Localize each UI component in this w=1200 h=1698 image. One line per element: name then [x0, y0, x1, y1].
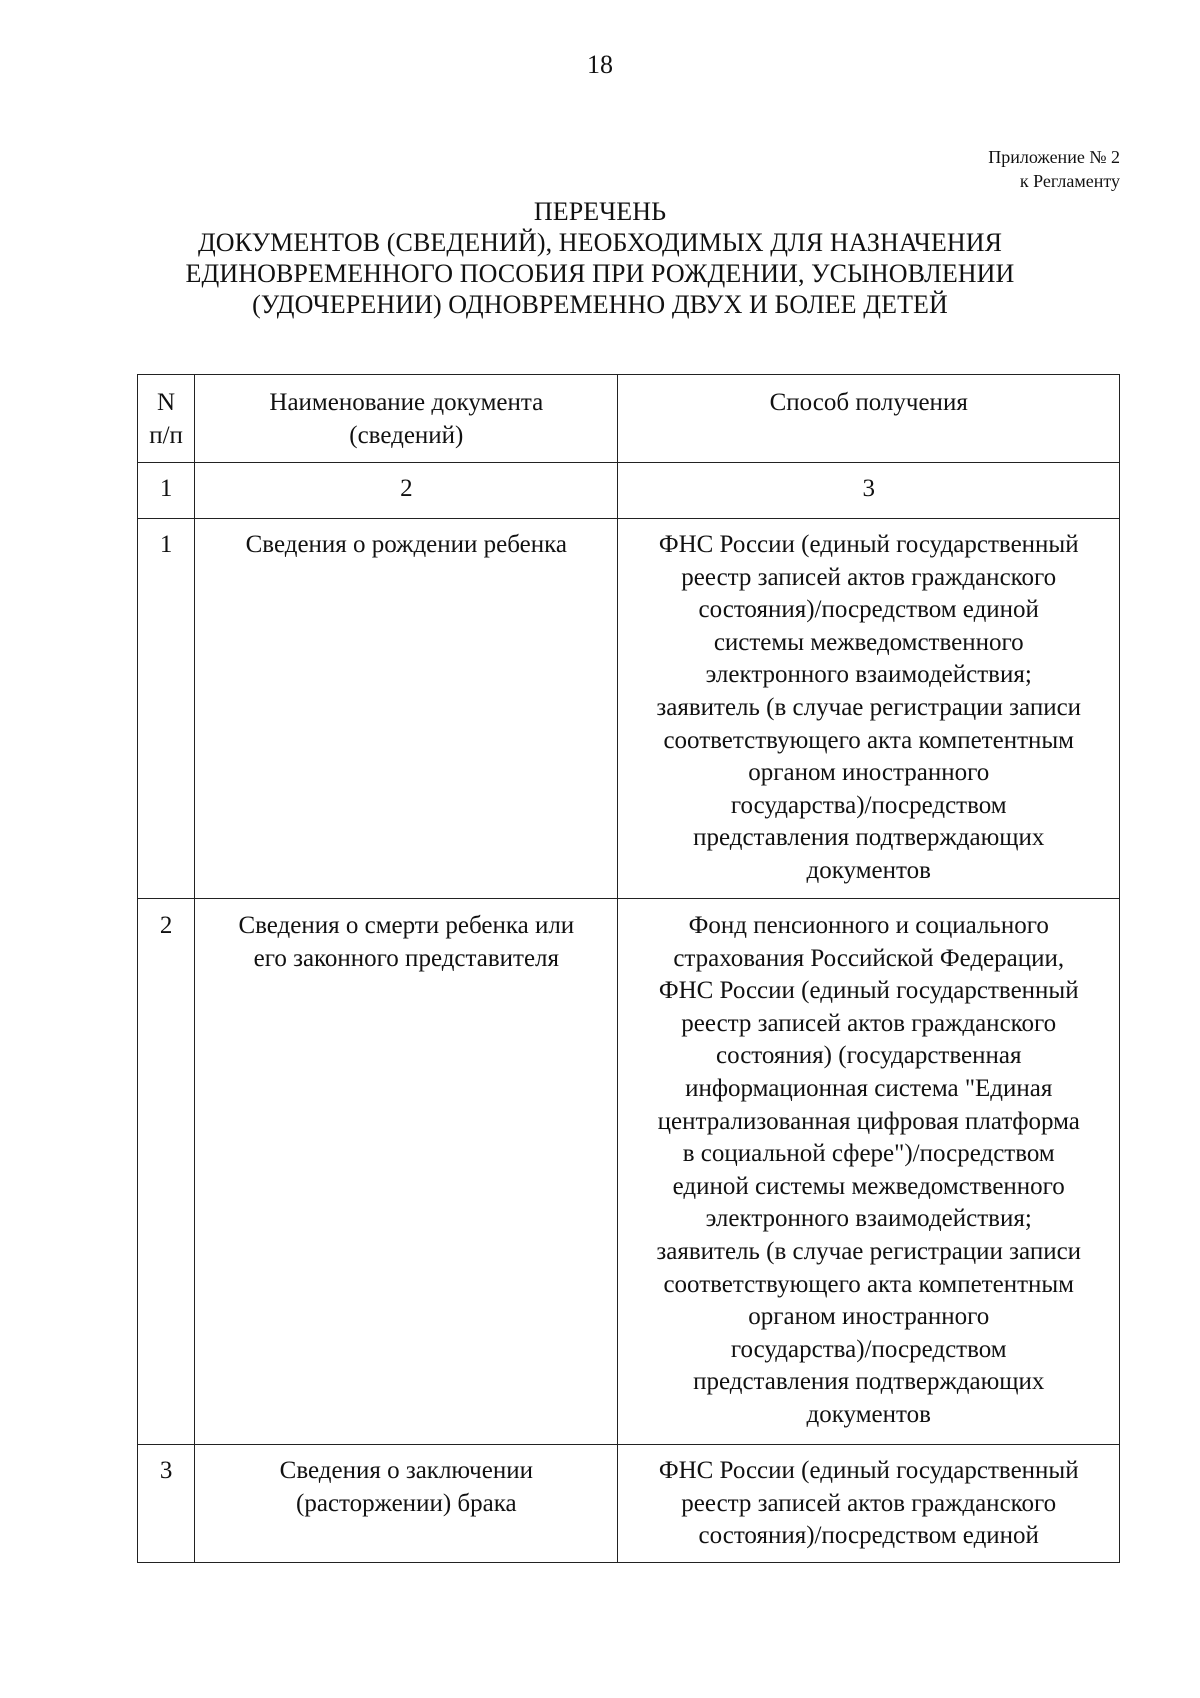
cell-line: представления подтверждающих [693, 824, 1045, 852]
title-line-4: (УДОЧЕРЕНИИ) ОДНОВРЕМЕННО ДВУХ И БОЛЕЕ ДЕТЕЙ [252, 290, 948, 319]
header-text: N [157, 389, 176, 416]
cell-line: состояния)/посредством единой [698, 596, 1039, 624]
cell-line: ФНС России (единый государственный [658, 1457, 1079, 1484]
cell-line: электронного взаимодействия; [705, 661, 1032, 689]
documents-table [137, 374, 1120, 1563]
cell-line: соответствующего акта компетентным [663, 1270, 1074, 1298]
method-cell [618, 519, 1120, 899]
cell-line: состояния)/посредством единой [698, 1522, 1039, 1550]
cell-line: состояния) (государственная [715, 1042, 1022, 1070]
method-cell [618, 1445, 1120, 1563]
header-text: п/п [149, 421, 183, 449]
cell-line: ФНС России (единый государственный [658, 977, 1079, 1005]
document-title [0, 196, 1200, 320]
cell-line: Фонд пенсионного и социального [688, 912, 1049, 939]
annex-line-2: к Регламенту [1019, 171, 1120, 191]
column-numbers-row [138, 463, 1120, 519]
table-row [138, 899, 1120, 1445]
annex-reference [988, 145, 1120, 193]
cell-line: (расторжении) брака [296, 1489, 517, 1517]
column-number-cell: 1 [138, 463, 195, 519]
cell-line: реестр записей актов гражданского [681, 1009, 1057, 1037]
cell-line: представления подтверждающих [693, 1368, 1045, 1396]
cell-line: ФНС России (единый государственный [658, 531, 1079, 558]
title-line-2: ДОКУМЕНТОВ (СВЕДЕНИЙ), НЕОБХОДИМЫХ ДЛЯ НАЗНАЧЕНИЯ [197, 228, 1003, 257]
cell-line: заявитель (в случае регистрации записи [656, 1237, 1082, 1265]
annex-line-1: Приложение № 2 [988, 147, 1120, 167]
cell-line: соответствующего акта компетентным [663, 726, 1074, 754]
document-name-cell [195, 899, 618, 1445]
cell-line: единой системы межведомственного [672, 1172, 1065, 1200]
cell-line: документов [806, 1400, 931, 1428]
cell-line: заявитель (в случае регистрации записи [656, 693, 1082, 721]
cell-line: документов [806, 856, 931, 884]
column-number-cell: 3 [618, 463, 1120, 519]
cell-line: Сведения о смерти ребенка или [238, 912, 575, 939]
cell-line: реестр записей актов гражданского [681, 1489, 1057, 1517]
cell-line: Сведения о заключении [279, 1457, 533, 1484]
cell-line: государства)/посредством [730, 1335, 1007, 1363]
table-row [138, 1445, 1120, 1563]
table-header-row [138, 375, 1120, 463]
cell-line: органом иностранного [748, 1303, 990, 1331]
cell-line: информационная система "Единая [685, 1074, 1053, 1102]
document-name-cell [195, 1445, 618, 1563]
cell-line: системы межведомственного [713, 628, 1024, 656]
header-text: Наименование документа [269, 389, 544, 416]
document-name-cell [195, 519, 618, 899]
cell-line: в социальной сфере")/посредством [682, 1140, 1055, 1168]
title-line-3: ЕДИНОВРЕМЕННОГО ПОСОБИЯ ПРИ РОЖДЕНИИ, УСЫНОВЛЕНИИ [185, 259, 1015, 288]
column-number-cell: 2 [195, 463, 618, 519]
cell-line: централизованная цифровая платформа [657, 1107, 1080, 1135]
method-cell [618, 899, 1120, 1445]
table-row [138, 519, 1120, 899]
cell-line: Сведения о рождении ребенка [245, 531, 567, 558]
cell-line: государства)/посредством [730, 791, 1007, 819]
title-line-1: ПЕРЕЧЕНЬ [533, 197, 667, 226]
cell-line: электронного взаимодействия; [705, 1205, 1032, 1233]
row-number-cell: 1 [138, 519, 195, 899]
header-method-cell [618, 375, 1120, 463]
cell-line: реестр записей актов гражданского [681, 563, 1057, 591]
header-number-cell [138, 375, 195, 463]
header-text: (сведений) [349, 421, 464, 449]
header-text: Способ получения [769, 389, 968, 416]
cell-line: страхования Российской Федерации, [673, 944, 1065, 972]
cell-line: органом иностранного [748, 759, 990, 787]
row-number-cell: 3 [138, 1445, 195, 1563]
cell-line: его законного представителя [253, 944, 560, 972]
page-number: 18 [587, 50, 613, 79]
row-number-cell: 2 [138, 899, 195, 1445]
header-name-cell [195, 375, 618, 463]
